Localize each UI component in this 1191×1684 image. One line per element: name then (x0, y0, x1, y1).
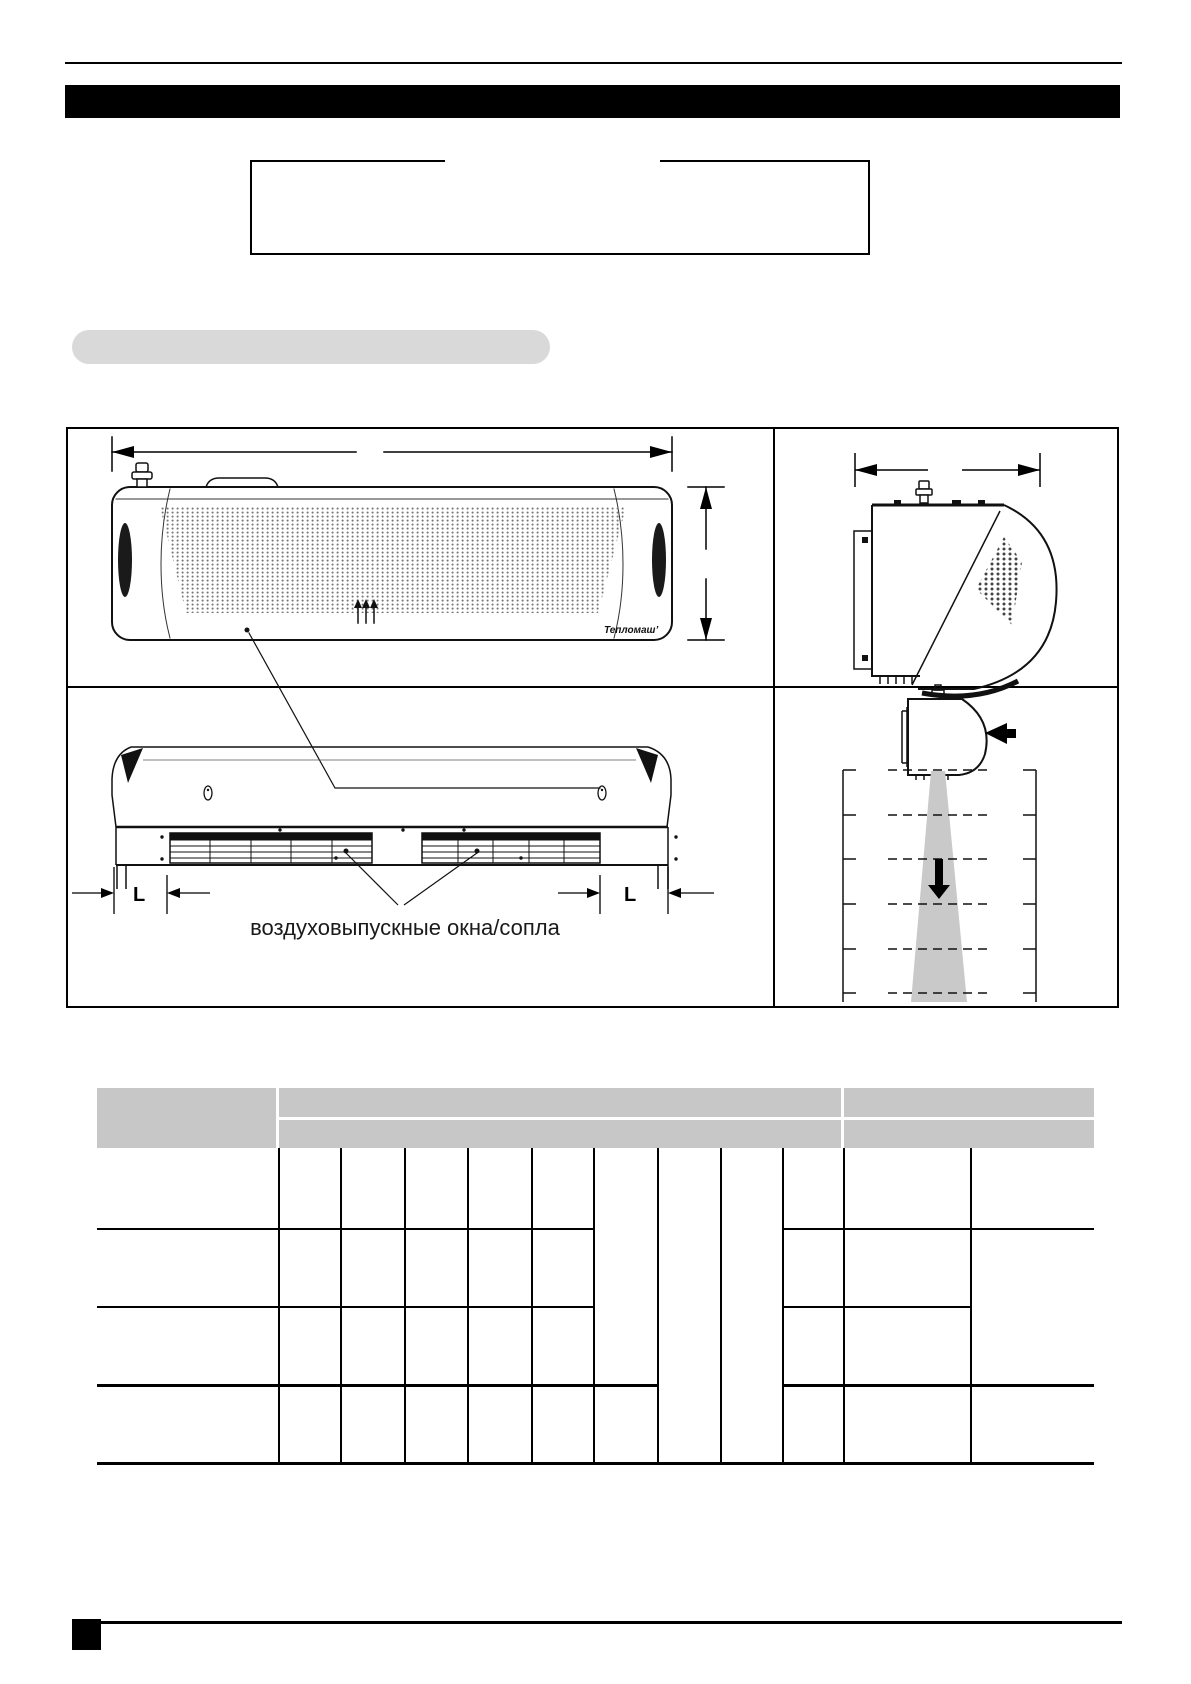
table-vline (720, 1148, 722, 1462)
table-vline (467, 1148, 469, 1462)
intake-grille-pattern (160, 507, 626, 613)
brand-logo: Тепломаш’ (604, 625, 659, 636)
table-vline (340, 1148, 342, 1462)
height-dimension (688, 487, 724, 640)
air-curtain-unit-small (902, 685, 987, 780)
side-cable-gland-icon (916, 481, 932, 503)
table-row-sep (782, 1228, 1094, 1230)
l-dim-right-label: L (624, 884, 637, 906)
callout-box (250, 160, 870, 255)
right-cap-shadow (636, 748, 658, 783)
table-vline (782, 1148, 784, 1462)
top-rule (65, 62, 1122, 64)
outlet-label-leaders (344, 849, 480, 906)
depth-dimension (855, 453, 1040, 487)
section-pill-heading (72, 330, 550, 364)
callout-leader (245, 628, 601, 789)
table-vline (843, 1148, 845, 1462)
side-grille-pattern (976, 537, 1022, 625)
wall-bracket (854, 531, 872, 669)
table-vline (593, 1148, 595, 1462)
inflow-arrow-icon (985, 723, 1016, 744)
table-header-right-sub (844, 1120, 1094, 1148)
l-dim-left-label: L (133, 884, 146, 906)
table-bottom-rule (97, 1462, 1094, 1465)
table-row-sep (782, 1306, 970, 1308)
cable-gland-icon (132, 463, 152, 487)
l-dimension-right (558, 867, 714, 914)
side-view-drawing (854, 453, 1057, 696)
table-header-mid-top (279, 1088, 841, 1117)
side-body (872, 500, 1057, 696)
outlet-grilles (170, 833, 600, 863)
table-row-sep-bold (97, 1384, 657, 1387)
footer-rule (80, 1621, 1122, 1624)
l-dimension-left (72, 867, 210, 914)
callout-box-heading-gap (445, 160, 660, 162)
right-side-grille-icon (652, 523, 666, 597)
technical-drawing-figure (66, 427, 1119, 1008)
table-vline (657, 1148, 659, 1462)
table-row-sep (97, 1228, 593, 1230)
front-view-drawing (112, 437, 724, 788)
table-vline (970, 1148, 972, 1462)
outlet-label: воздуховыпускные окна/сопла (250, 915, 560, 940)
table-row-sep (97, 1306, 593, 1308)
left-cap-shadow (121, 748, 143, 783)
table-header-left (97, 1088, 276, 1148)
louver-arrows-icon (354, 599, 378, 623)
top-latch (206, 478, 278, 487)
table-vline (531, 1148, 533, 1462)
width-dimension (112, 437, 672, 471)
section-title-bar (65, 85, 1120, 118)
airflow-schematic (843, 685, 1036, 1002)
left-side-grille-icon (118, 523, 132, 597)
table-header-mid-sub (279, 1120, 841, 1148)
bottom-view-drawing (72, 747, 714, 940)
table-row-sep-bold (782, 1384, 1094, 1387)
table-vline (278, 1148, 280, 1462)
table-header-right-top (844, 1088, 1094, 1117)
table-vline (404, 1148, 406, 1462)
